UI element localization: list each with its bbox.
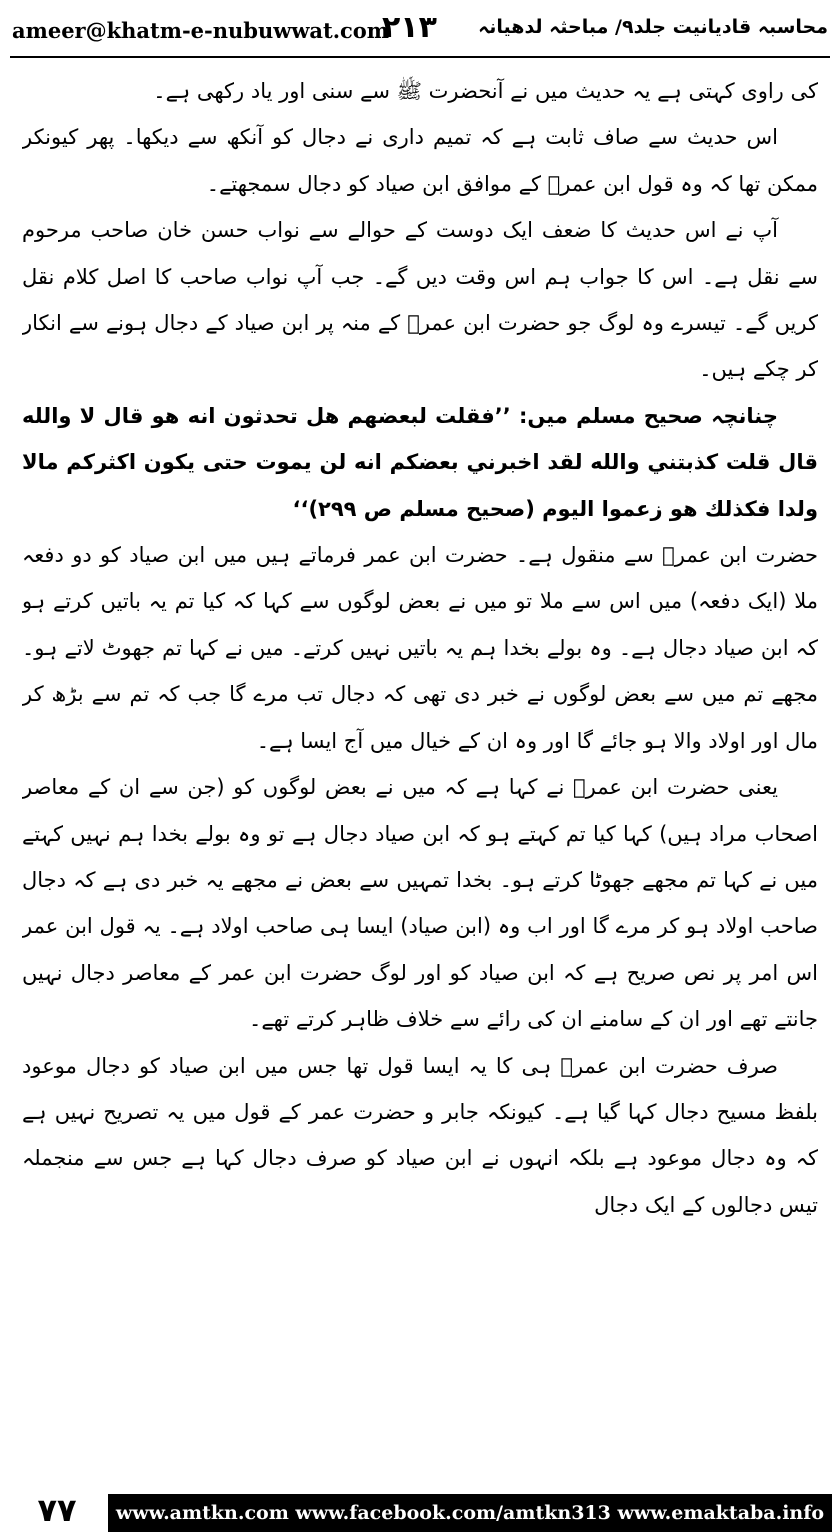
page-body — [22, 68, 818, 1474]
paragraph: صرف حضرت ابن عمرؓ ہی کا یہ ایسا قول تھا جس میں ابن صیاد کو دجال موعود بلفظ مسیح دجال کہا گیا ہے۔ کیونکہ جابر و حضرت عمر کے قول میں یہ تصریح نہیں ہے کہ وہ دجال موعود ہے بلکہ انہوں نے ابن صیاد کو صرف دجال کہا ہے جس سے منجملہ تیس دجالوں کے ایک دجال — [22, 1053, 818, 1217]
header-book-title: محاسبہ قادیانیت جلد۹/ مباحثہ لدھیانہ — [478, 16, 828, 38]
header-divider — [10, 56, 830, 58]
paragraph: اس حدیث سے صاف ثابت ہے کہ تمیم داری نے دجال کو آنکھ سے دیکھا۔ پھر کیونکر ممکن تھا کہ وہ قول ابن عمرؓ کے موافق ابن صیاد کو دجال سمجھتے۔ — [22, 125, 818, 196]
paragraph-quote: چنانچہ صحیح مسلم میں: ’’فقلت لبعضهم هل تحدثون انه هو قال لا والله قال قلت كذبتني والله لقد اخبرني بعضكم انه لن يموت حتى يكون اكثركم مالا ولدا فكذلك هو زعموا اليوم (صحیح مسلم ص ۲۹۹)‘‘ — [22, 403, 818, 521]
paragraph: کی راوی کہتی ہے یہ حدیث میں نے آنحضرت ﷺ سے سنی اور یاد رکھی ہے۔ — [153, 79, 818, 103]
page-header — [0, 0, 840, 62]
paragraph: یعنی حضرت ابن عمرؓ نے کہا ہے کہ میں نے بعض لوگوں کو (جن سے ان کے معاصر اصحاب مراد ہیں) کہا کیا تم کہتے ہو کہ ابن صیاد دجال ہے تو وہ بولے بخدا ہم نہیں کہتے میں نے کہا تم مجھے جھوٹا کرتے ہو۔ بخدا تمہیں سے بعض نے مجھے یہ خبر دی ہے کہ دجال صاحب اولاد ہو کر مرے گا اور اب وہ (ابن صیاد) ایسا ہی صاحب اولاد ہے۔ یہ قول ابن عمر اس امر پر نص صریح ہے کہ ابن صیاد کو اور لوگ حضرت ابن عمر کے معاصر دجال نہیں جانتے تھے اور ان کے سامنے ان کی رائے سے خلاف ظاہر کرتے تھے۔ — [22, 775, 818, 1032]
page-footer — [0, 1488, 840, 1540]
paragraph: حضرت ابن عمرؓ سے منقول ہے۔ حضرت ابن عمر فرماتے ہیں میں ابن صیاد کو دو دفعہ ملا (ایک دفعہ) میں اس سے ملا تو میں نے بعض لوگوں سے کہا کہ کیا تم یہ باتیں کرتے ہو کہ ابن صیاد دجال ہے۔ وہ بولے بخدا ہم یہ باتیں نہیں کرتے۔ میں نے کہا تم جھوٹ لاتے ہو۔ مجھے تم میں سے بعض لوگوں نے خبر دی تھی کہ دجال تب مرے گا جب کہ تم سے بڑھ کر مال اور اولاد والا ہو جائے گا اور وہ ان کے خیال میں آج ایسا ہے۔ — [22, 543, 818, 753]
paragraph: آپ نے اس حدیث کا ضعف ایک دوست کے حوالے سے نواب حسن خان صاحب مرحوم سے نقل ہے۔ اس کا جواب ہم اس وقت دیں گے۔ جب آپ نواب صاحب کا اصل کلام نقل کریں گے۔ تیسرے وہ لوگ جو حضرت ابن عمرؓ کے منہ پر ابن صیاد کے دجال ہونے سے انکار کر چکے ہیں۔ — [22, 218, 818, 382]
header-email: ameer@khatm-e-nubuwwat.com — [12, 18, 390, 43]
header-page-number: ۲۱۳ — [382, 10, 437, 45]
footer-links: www.amtkn.com www.facebook.com/amtkn313 www.emaktaba.info — [108, 1494, 832, 1532]
footer-page-number: ۷۷ — [37, 1491, 77, 1529]
